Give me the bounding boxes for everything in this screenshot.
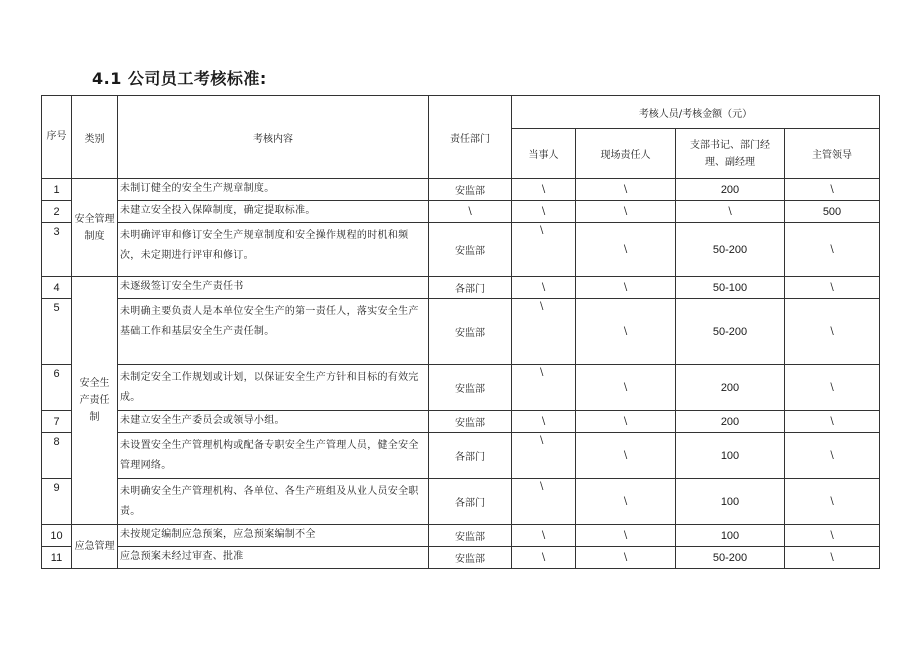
party-mark: \: [540, 435, 544, 446]
dept-cell: 各部门: [429, 433, 512, 479]
content-cell: 未制定安全工作规划或计划，以保证安全生产方针和目标的有效完成。: [118, 365, 429, 411]
seq-cell: 9: [42, 479, 72, 525]
party-cell: [512, 299, 576, 365]
table-row: [42, 411, 880, 433]
branch-cell: 50-200: [676, 299, 785, 365]
header-category: 类别: [72, 96, 118, 179]
seq-cell: 8: [42, 433, 72, 479]
table-row: [42, 277, 880, 299]
leader-cell: \: [785, 277, 880, 299]
table-row: [42, 433, 880, 479]
party-cell: \: [512, 179, 576, 201]
party-cell: \: [512, 525, 576, 547]
branch-cell: 200: [676, 179, 785, 201]
branch-cell: 200: [676, 365, 785, 411]
section-heading: 4.1 公司员工考核标准:: [92, 69, 267, 88]
table-row: [42, 201, 880, 223]
branch-cell: 100: [676, 525, 785, 547]
content-cell: 未逐级签订安全生产责任书: [118, 277, 429, 299]
party-cell: \: [512, 547, 576, 569]
dept-cell: \: [429, 201, 512, 223]
leader-cell: \: [785, 411, 880, 433]
dept-cell: 各部门: [429, 479, 512, 525]
header-site: 现场责任人: [576, 129, 676, 179]
site-cell: \: [576, 277, 676, 299]
content-cell: 未明确主要负责人是本单位安全生产的第一责任人，落实安全生产基础工作和基层安全生产责任制。: [118, 299, 429, 365]
site-cell: \: [576, 201, 676, 223]
leader-cell: \: [785, 547, 880, 569]
dept-cell: 各部门: [429, 277, 512, 299]
table-row: [42, 547, 880, 569]
seq-cell: 11: [42, 547, 72, 569]
site-cell: \: [576, 525, 676, 547]
content-cell: 未建立安全投入保障制度，确定提取标准。: [118, 201, 429, 223]
seq-cell: 6: [42, 365, 72, 411]
leader-cell: \: [785, 299, 880, 365]
seq-cell: 1: [42, 179, 72, 201]
assessment-table: [41, 95, 880, 569]
content-cell: 应急预案未经过审查、批准: [118, 547, 429, 569]
category-cell: 应急管理: [72, 525, 118, 569]
dept-cell: 安监部: [429, 223, 512, 277]
content-cell: 未制订健全的安全生产规章制度。: [118, 179, 429, 201]
leader-cell: \: [785, 479, 880, 525]
site-cell: \: [576, 365, 676, 411]
branch-cell: 200: [676, 411, 785, 433]
leader-cell: 500: [785, 201, 880, 223]
party-cell: [512, 365, 576, 411]
dept-cell: 安监部: [429, 547, 512, 569]
branch-cell: 50-100: [676, 277, 785, 299]
site-cell: \: [576, 479, 676, 525]
party-mark: \: [540, 301, 544, 312]
party-mark: \: [540, 225, 544, 236]
site-cell: \: [576, 179, 676, 201]
party-cell: \: [512, 201, 576, 223]
content-cell: 未明确安全生产管理机构、各单位、各生产班组及从业人员安全职责。: [118, 479, 429, 525]
leader-cell: \: [785, 525, 880, 547]
branch-cell: 100: [676, 479, 785, 525]
dept-cell: 安监部: [429, 525, 512, 547]
site-cell: \: [576, 547, 676, 569]
header-content: 考核内容: [118, 96, 429, 179]
header-leader: 主管领导: [785, 129, 880, 179]
table-row: [42, 179, 880, 201]
party-cell: [512, 223, 576, 277]
seq-cell: 3: [42, 223, 72, 277]
seq-cell: 5: [42, 299, 72, 365]
table-row: [42, 365, 880, 411]
party-mark: \: [540, 481, 544, 492]
dept-cell: 安监部: [429, 411, 512, 433]
branch-cell: \: [676, 201, 785, 223]
site-cell: \: [576, 411, 676, 433]
seq-cell: 4: [42, 277, 72, 299]
party-cell: \: [512, 277, 576, 299]
party-cell: [512, 479, 576, 525]
leader-cell: \: [785, 365, 880, 411]
table-row: [42, 299, 880, 365]
site-cell: \: [576, 299, 676, 365]
party-mark: \: [540, 367, 544, 378]
content-cell: 未建立安全生产委员会或领导小组。: [118, 411, 429, 433]
leader-cell: \: [785, 179, 880, 201]
content-cell: 未明确评审和修订安全生产规章制度和安全操作规程的时机和频次，未定期进行评审和修订。: [118, 223, 429, 277]
seq-cell: 7: [42, 411, 72, 433]
leader-cell: \: [785, 433, 880, 479]
table-row: [42, 223, 880, 277]
branch-cell: 50-200: [676, 223, 785, 277]
category-label: 安全生产责任制: [79, 378, 110, 423]
leader-cell: \: [785, 223, 880, 277]
site-cell: \: [576, 433, 676, 479]
category-cell: 安全管理制度: [72, 179, 118, 277]
seq-cell: 10: [42, 525, 72, 547]
party-cell: [512, 433, 576, 479]
header-branch: 支部书记、部门经理、副经理: [676, 129, 785, 179]
table-row: [42, 479, 880, 525]
branch-cell: 100: [676, 433, 785, 479]
header-seq: 序号: [42, 96, 72, 179]
content-cell: 未设置安全生产管理机构或配备专职安全生产管理人员，健全安全管理网络。: [118, 433, 429, 479]
content-cell: 未按规定编制应急预案，应急预案编制不全: [118, 525, 429, 547]
branch-cell: 50-200: [676, 547, 785, 569]
dept-cell: 安监部: [429, 179, 512, 201]
site-cell: \: [576, 223, 676, 277]
dept-cell: 安监部: [429, 365, 512, 411]
table-row: [42, 525, 880, 547]
dept-cell: 安监部: [429, 299, 512, 365]
party-cell: \: [512, 411, 576, 433]
seq-cell: 2: [42, 201, 72, 223]
header-party: 当事人: [512, 129, 576, 179]
header-group: 考核人员/考核金额（元）: [512, 96, 880, 129]
category-cell: [72, 277, 118, 525]
header-department: 责任部门: [429, 96, 512, 179]
